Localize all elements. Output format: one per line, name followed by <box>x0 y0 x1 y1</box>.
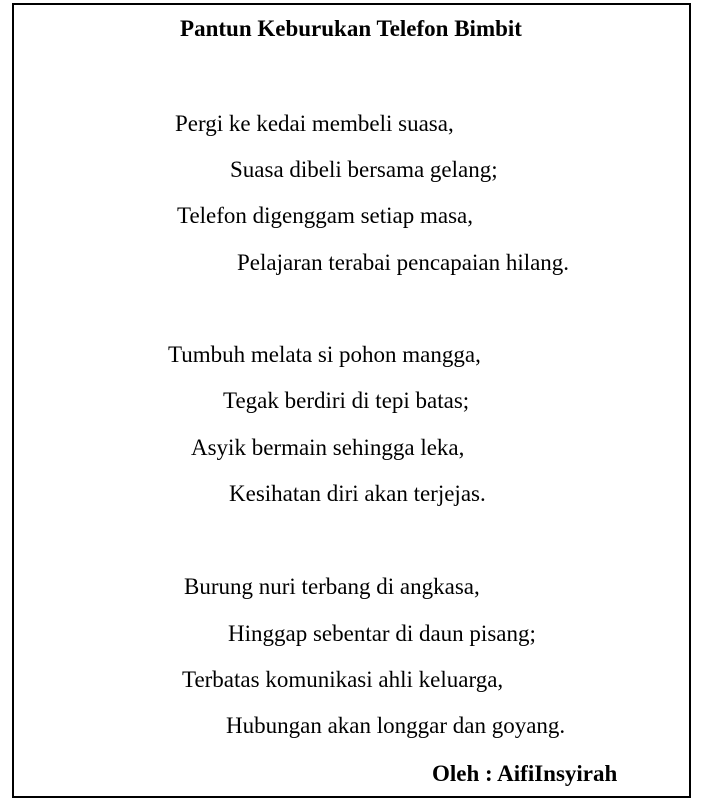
stanza-1-line-2: Suasa dibeli bersama gelang; <box>230 157 498 182</box>
author-credit: Oleh : AifiInsyirah <box>432 761 618 786</box>
stanza-3-line-4: Hubungan akan longgar dan goyang. <box>226 713 566 738</box>
stanza-3-line-2: Hinggap sebentar di daun pisang; <box>228 621 536 646</box>
stanza-1-line-4: Pelajaran terabai pencapaian hilang. <box>237 250 570 275</box>
stanza-2-line-4: Kesihatan diri akan terjejas. <box>229 481 486 506</box>
poem-title: Pantun Keburukan Telefon Bimbit <box>180 16 522 41</box>
stanza-2-line-3: Asyik bermain sehingga leka, <box>191 435 465 460</box>
stanza-2-line-2: Tegak berdiri di tepi batas; <box>223 388 470 413</box>
stanza-3-line-3: Terbatas komunikasi ahli keluarga, <box>182 667 504 692</box>
stanza-2-line-1: Tumbuh melata si pohon mangga, <box>168 342 481 367</box>
stanza-3-line-1: Burung nuri terbang di angkasa, <box>184 574 480 599</box>
stanza-1-line-1: Pergi ke kedai membeli suasa, <box>175 111 454 136</box>
stanza-1-line-3: Telefon digenggam setiap masa, <box>177 203 474 228</box>
